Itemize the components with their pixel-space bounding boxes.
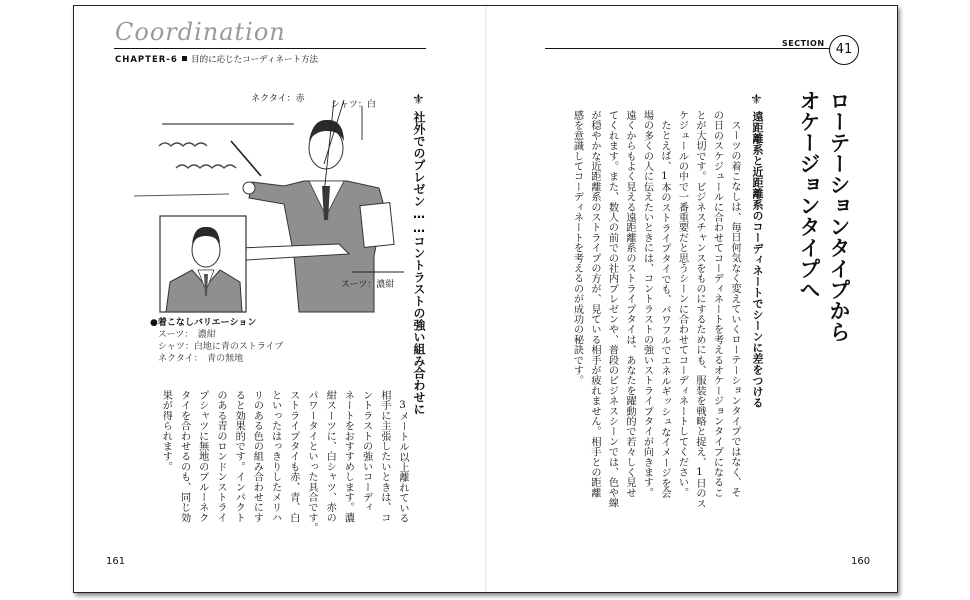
body-column: 場の多くの人に伝えたいときには、コントラストの強いストライプタイが向きます。 — [641, 110, 653, 498]
left-body-text — [156, 390, 411, 533]
body-column: が穏やかな近距離系のストライプの方が、見ている相手が疲れません。相手との距離 — [589, 110, 600, 498]
fleur-icon: ⚜ — [750, 92, 763, 108]
body-column: ントラストの強いコーディ — [360, 390, 372, 513]
section-number: 41 — [835, 42, 853, 57]
pointer-stick — [231, 141, 261, 176]
label-tie: ネクタイ：赤 — [251, 94, 305, 104]
body-column: ると効果的です。インパクト — [233, 390, 245, 523]
chapter-title: 目的に応じたコーディネート方法 — [191, 55, 318, 65]
variation-line: スーツ： 濃紺 — [158, 330, 216, 340]
subheading: 遠距離系と近距離系のコーディネートでシーンに差をつける — [751, 111, 764, 408]
body-column: プシャツに無地のブルーネク — [196, 390, 208, 523]
body-column: 紺スーツに、白シャツ、赤の — [324, 390, 336, 523]
body-column: 相手に主張したいときは、コ — [378, 390, 390, 523]
variation-line: ネクタイ： 青の無地 — [158, 354, 244, 364]
body-column: 遠くからもよく見える遠距離系のストライプタイは、あなたを躍動的で若々しく見せ — [624, 110, 635, 498]
body-column: ストライプタイも赤、青、白 — [287, 390, 299, 523]
body-column: 感を意識してコーディネートを考えるのが成功の秘訣です。 — [571, 110, 583, 386]
variation-caption — [150, 317, 283, 365]
body-column: リのある色の組み合わせにす — [251, 390, 263, 523]
chapter-label: CHAPTER-6 — [115, 55, 178, 65]
fleur-icon: ⚜ — [412, 92, 425, 108]
section-rule — [545, 48, 829, 49]
section-title — [794, 90, 854, 342]
section-heading-left: 社外でのプレゼン……コントラストの強い組み合わせに — [412, 111, 426, 415]
variation-line: シャツ：白地に青のストライプ — [158, 342, 284, 352]
body-column: とが大切です。ビジネスチャンスをものにするためにも、服装を戦略と捉え、1日のス — [694, 110, 705, 509]
label-shirt: シャツ：白 — [331, 100, 376, 110]
body-column: タイを合わせるのも、同じ効 — [178, 390, 190, 523]
bullet-icon: ● — [150, 318, 158, 328]
page-number-left: 161 — [106, 556, 126, 567]
section-number-badge — [829, 35, 859, 65]
body-column: といったはっきりしたメリハ — [269, 390, 281, 523]
chapter-square — [182, 56, 187, 61]
body-column: ケジュールの中で一番重要だと思うシーンに合わせてコーディネートしてください。 — [676, 110, 688, 498]
chapter-rule — [114, 48, 426, 49]
board-scribble — [159, 143, 207, 146]
board-scribble — [176, 165, 236, 168]
page-number-right: 160 — [851, 556, 871, 567]
chapter-header — [115, 53, 318, 65]
variation-title-row — [150, 317, 283, 329]
variation-title: 着こなしバリエーション — [157, 318, 257, 328]
body-column: パワータイといった具合です。 — [305, 390, 317, 533]
body-column: の日のスケジュールに合わせてコーディネートを考えるオケージョンタイプになるこ — [711, 110, 723, 498]
board-bottom — [134, 194, 229, 196]
book-spread — [73, 5, 898, 593]
body-column: のある青のロンドンストライ — [214, 390, 226, 523]
right-body-text — [568, 110, 743, 509]
title-line: ローテーションタイプから — [827, 90, 851, 342]
body-column: ネートをおすすめします。濃 — [342, 390, 354, 523]
section-label: SECTION — [782, 39, 825, 48]
body-column: 3メートル以上離れている — [397, 400, 408, 524]
presenter-illustration — [134, 86, 434, 326]
title-line: オケージョンタイプへ — [797, 90, 821, 300]
gutter — [485, 6, 487, 592]
body-column: てくれます。また、数人の前での社内プレゼンや、普段のビジネスシーンでは、色や線 — [606, 110, 618, 508]
body-column: スーツの着こなしは、毎日何気なく変えていくローテーションタイプではなく、そ — [729, 120, 740, 498]
body-column: 果が得られます。 — [160, 390, 172, 472]
label-suit: スーツ：濃紺 — [341, 280, 395, 290]
body-column: たとえば、1本のストライプタイでも、パワフルでエネルギッシュなイメージを会 — [659, 120, 670, 499]
brand-script: Coordination — [115, 18, 286, 46]
